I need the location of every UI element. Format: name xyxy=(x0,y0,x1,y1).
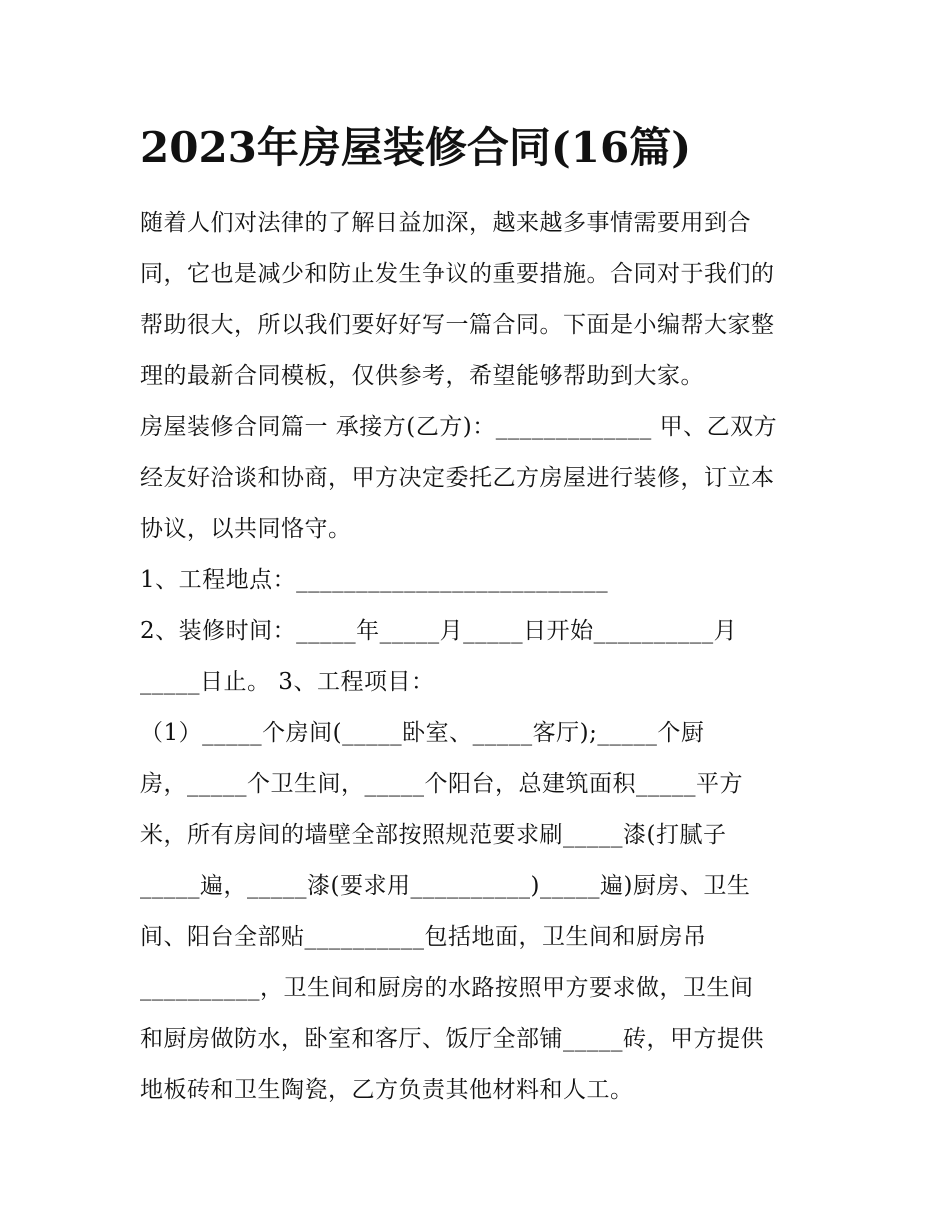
paragraph-line: 随着人们对法律的了解日益加深，越来越多事情需要用到合 xyxy=(140,210,751,236)
paragraph-line: 帮助很大，所以我们要好好写一篇合同。下面是小编帮大家整 xyxy=(140,312,775,338)
clause-project-items: _____日止。 3、工程项目： xyxy=(140,669,435,695)
paragraph-line: 房屋装修合同篇一 承接方(乙方)：_____________ 甲、乙双方 xyxy=(140,414,778,440)
paragraph-line: 理的最新合同模板，仅供参考，希望能够帮助到大家。 xyxy=(140,363,704,389)
paragraph-line: 协议，以共同恪守。 xyxy=(140,516,352,542)
paragraph-line: 和厨房做防水，卧室和客厅、饭厅全部铺_____砖，甲方提供 xyxy=(140,1026,764,1052)
document-title: 2023年房屋装修合同(16篇) xyxy=(140,123,692,172)
paragraph-line: 经友好洽谈和协商，甲方决定委托乙方房屋进行装修，订立本 xyxy=(140,465,775,491)
paragraph-line: 地板砖和卫生陶瓷，乙方负责其他材料和人工。 xyxy=(140,1077,634,1103)
paragraph-line: _____遍，_____漆(要求用__________)_____遍)厨房、卫生 xyxy=(140,873,751,899)
paragraph-line: __________，卫生间和厨房的水路按照甲方要求做，卫生间 xyxy=(140,975,754,1001)
paragraph-line: 同，它也是减少和防止发生争议的重要措施。合同对于我们的 xyxy=(140,261,775,287)
paragraph-line: （1）_____个房间(_____卧室、_____客厅);_____个厨 xyxy=(140,720,705,746)
clause-project-location: 1、工程地点：__________________________ xyxy=(140,567,609,593)
paragraph-line: 米，所有房间的墙壁全部按照规范要求刷_____漆(打腻子 xyxy=(140,822,727,848)
paragraph-line: 房，_____个卫生间，_____个阳台，总建筑面积_____平方 xyxy=(140,771,743,797)
clause-renovation-time: 2、装修时间：_____年_____月_____日开始__________月 xyxy=(140,618,738,644)
paragraph-line: 间、阳台全部贴__________包括地面，卫生间和厨房吊 xyxy=(140,924,707,950)
